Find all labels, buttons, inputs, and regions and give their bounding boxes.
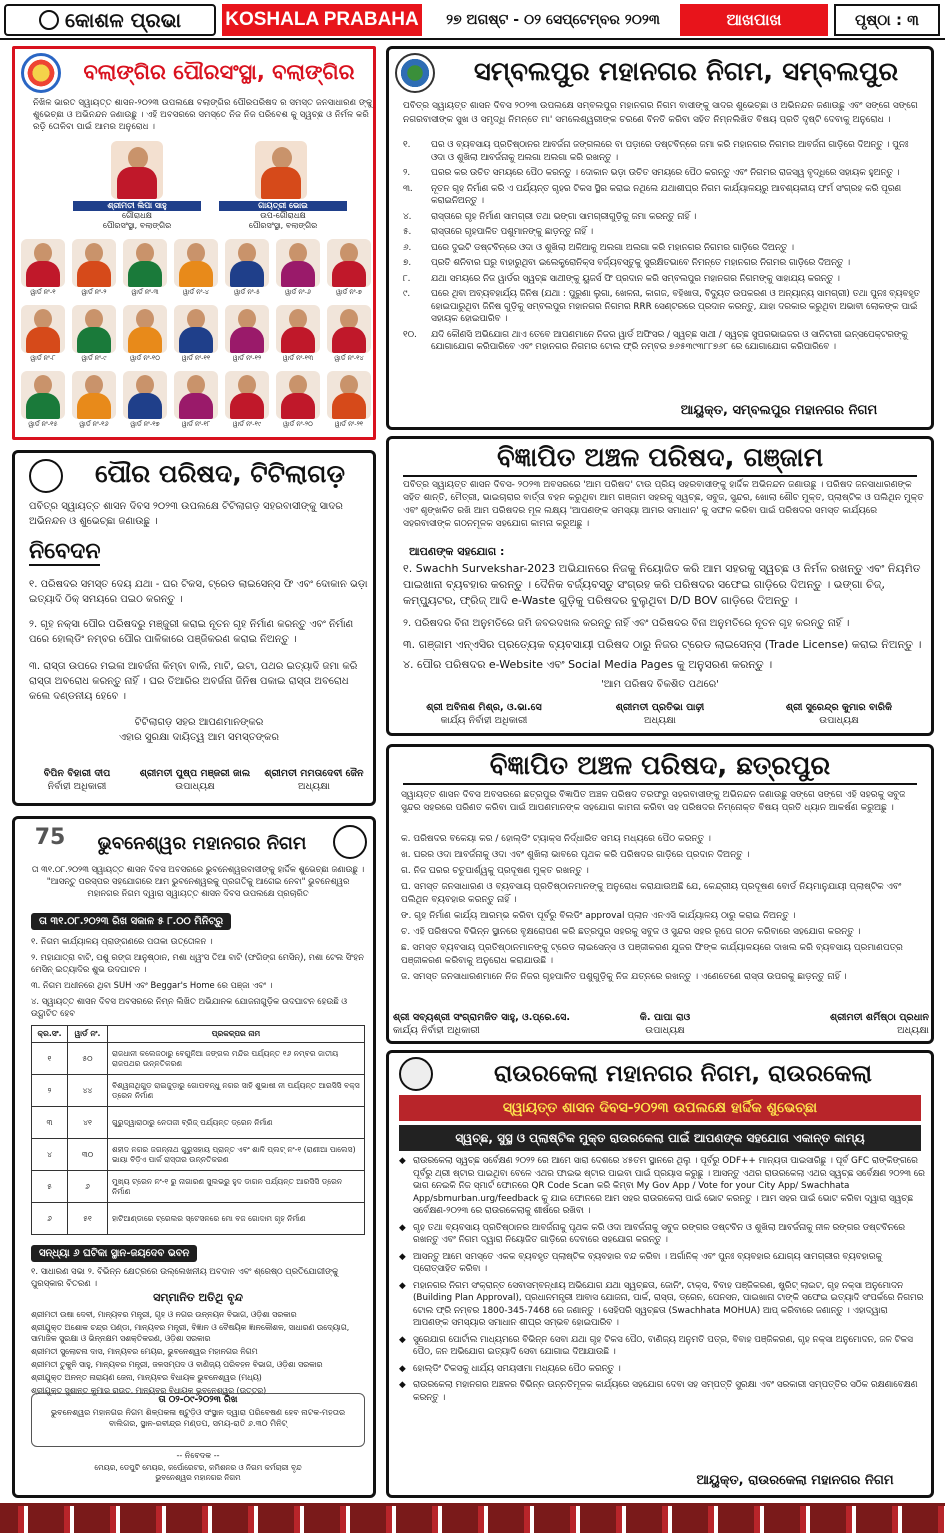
diamond-bullet-icon: ◆ (399, 1363, 406, 1374)
list-item: କ. ପରିଷଦର ବକେୟା କର / ହୋଲ୍ଡିଂ ଟ୍ୟାକ୍ସ ନିର୍ଦ୍ଧାରିତ ସମୟ ମଧ୍ୟରେ ପୈଠ କରନ୍ତୁ । (401, 834, 711, 844)
chhatrapur-points (401, 833, 927, 987)
odia-title: କୋଶଳ ପ୍ରଭା (64, 8, 182, 32)
ganjam-point-2: ୨. ପରିଷଦର ବିନା ଅନୁମତିରେ ଜମି ଜବରଦଖଲ କରନ୍ତୁ ନାହିଁ ଏବଂ ପରିଷଦର ବିନା ଅନୁମତିରେ ନୂତନ ଗୃହ କରନ୍ତୁ ନାହିଁ । (403, 618, 850, 629)
logo-emblem-icon (39, 10, 59, 30)
rourkela-ad (386, 1050, 934, 1498)
councillor-ward: ୱାର୍ଡ ନଂ-୨୧ (334, 420, 364, 428)
table-cell: ୪ (32, 1139, 68, 1171)
rourkela-signature: ଆୟୁକ୍ତ, ରାଉରକେଲା ମହାନଗର ନିଗମ (696, 1473, 894, 1488)
rourkela-banner-2: ସ୍ୱଚ୍ଛ, ସୁସ୍ଥ ଓ ପ୍ଲାଷ୍ଟିକ ମୁକ୍ତ ରାଉରକେଲା ପାଇଁ ଆପଣଙ୍କ ସହଯୋଗ ଏକାନ୍ତ କାମ୍ୟ (399, 1125, 921, 1151)
councillor-photo (21, 239, 65, 287)
signatory-name: କି. ପାପା ରାଓ (639, 1012, 691, 1023)
table-cell: ୪୧ (68, 1107, 108, 1139)
guest-item: ଶ୍ରୀମତୀ ଉଷା ଦେବୀ, ମାନ୍ୟବର ମନ୍ତ୍ରୀ, ଗୃହ ଓ ନଗର ଉନ୍ନୟନ ବିଭାଗ, ଓଡ଼ିଶା ସରକାର (31, 1310, 297, 1319)
sambalpur-title: ସମ୍ବଲପୁର ମହାନଗର ନିଗମ, ସମ୍ବଲପୁର (473, 57, 899, 87)
table-cell: ୫ (32, 1171, 68, 1203)
event3-details: ଭୁବନେଶ୍ୱର ମହାନଗର ନିଗମ ଶିଳ୍ପକଳା ଷ୍ଟୁଡ଼ିଓ ସଂସ୍ଥାନ ଦ୍ୱାରା ପରିବେଷଣ ହେବ ନାଟକ-ମହତାର ବାଲିଗର, ସ୍ଥାନ-ରବୀନ୍ଦ୍ର ମଣ୍ଡପ, ସମୟ-ରାତି ୬.୩୦ ମିନିଟ୍ (50, 1408, 346, 1428)
table-cell: ହାଟିଆଣ୍ଡାରେ ଟ୍ରେଲର ସ୍ଟେସନରେ ମୋ ବଜ ଗୋଦାମ ଗୃହ ନିର୍ମାଣ (108, 1203, 365, 1235)
guest-item: ଶ୍ରୀମତୀ ସୁଲୋଚନା ଦାସ, ମାନ୍ୟବର ମେୟର, ଭୁବନେଶ୍ୱର ମହାନଗର ନିଗମ (31, 1347, 258, 1356)
titilagarh-intro: ପବିତ୍ର ସ୍ୱାୟତ୍ତ ଶାସନ ଦିବସ ୨୦୨୩ ଉପଲକ୍ଷେ ଟିଟିଲାଗଡ଼ ସହରବାସୀଙ୍କୁ ସାଦର ଅଭିନନ୍ଦନ ଓ ଶୁଭେଚ୍ଛା ଜଣାଉଛୁ । (29, 501, 343, 527)
titilagarh-heading: ନିବେଦନ (29, 539, 101, 564)
rmc-emblem-icon (399, 1057, 433, 1091)
issue-date: ୨୭ ଅଗଷ୍ଟ - ୦୨ ସେପ୍ଟେମ୍ବର ୨୦୨୩ (446, 12, 660, 28)
table-cell: ୬ (68, 1171, 108, 1203)
signatory-role: ଉପାଧ୍ୟକ୍ଷ (175, 781, 215, 792)
item-text: ରାସ୍ତାରେ ଗୃହପାଳିତ ପଶୁମାନଙ୍କୁ ଛାଡ଼ନ୍ତୁ ନାହିଁ । (431, 227, 594, 237)
councillor-ward: ୱାର୍ଡ ନଂ-୨୦ (283, 420, 313, 428)
diamond-bullet-icon: ◆ (399, 1251, 406, 1262)
item-text: ଘର ଓ ବ୍ୟବସାୟ ପ୍ରତିଷ୍ଠାନର ଆବର୍ଜନା ଜଙ୍ଗଲରେ ବା ପଡ଼ାରେ ଡଷ୍ଟବିନ୍‌ରେ ଜମା କରି ମହାନଗର ନିଗମର ଆବର୍ଜନା ଗାଡ଼ିରେ ଦିଅନ୍ତୁ । ପୁନଃ ଓଦା ଓ ଶୁଖିଲା ଆବର୍ଜନାକୁ ଅଲଗା ଅଲଗା କରି ରଖନ୍ତୁ । (431, 140, 909, 163)
titilagarh-ad (12, 450, 376, 806)
councillor-ward: ୱାର୍ଡ ନଂ-୧୬ (79, 420, 109, 428)
councillor-ward: ୱାର୍ଡ ନଂ-୧୦ (130, 354, 160, 362)
councillor-ward: ୱାର୍ଡ ନଂ-୧୮ (181, 420, 211, 428)
balangir-title: ବଲାଙ୍ଗିର ପୌରସଂସ୍ଥା, ବଲାଙ୍ଗିର (83, 60, 355, 84)
rourkela-banner-1: ସ୍ୱାୟତ୍ତ ଶାସନ ଦିବସ-୨୦୨୩ ଉପଲକ୍ଷେ ହାର୍ଦ୍ଦିକ ଶୁଭେଚ୍ଛା (399, 1095, 921, 1121)
titilagarh-closing-1: ଟିଟିଲାଗଡ଼ ସହର ଆପଣମାନଙ୍କର (134, 717, 264, 728)
councillor-photo (174, 305, 218, 353)
councillor-ward: ୱାର୍ଡ ନଂ-୪ (183, 288, 209, 296)
councillor-photo (21, 371, 65, 419)
list-item (399, 1363, 925, 1376)
list-item (403, 257, 925, 270)
councillor-ward: ୱାର୍ଡ ନଂ-୧୫ (28, 420, 58, 428)
bhubaneswar-intro: ତା ୩୧.୦୮.୨୦୨୩ ସ୍ୱାୟତ୍ତ ଶାସନ ଦିବସ ଅବସରରେ ଭୁବନେଶ୍ୱରବାସୀଙ୍କୁ ହାର୍ଦ୍ଦିକ ଶୁଭେଚ୍ଛା ଜଣାଉଛୁ । "ଆସନ୍ତୁ ପରସ୍ପର ସହଯୋଗରେ ଆମ ଭୁବନେଶ୍ୱରକୁ ପ୍ରଗତିକୁ ଆଗେଇ ନେବା" ଭୁବନେଶ୍ୱର ମହାନଗର ନିଗମ ଦ୍ୱାରା ସ୍ୱାୟତ୍ତ ଶାସନ ଦିବସ ଉପଲକ୍ଷେ ପ୍ରଚାରିତ (31, 864, 365, 898)
signatory-role: ଉପାଧ୍ୟକ୍ଷ (645, 1025, 685, 1036)
list-item: ଖ. ଘରର ଓଦା ଆବର୍ଜନାକୁ ଓଦା ଏବଂ ଶୁଖିଲା ଭାବରେ ପୃଥକ କରି ପରିଷଦର ଗାଡ଼ିରେ ପ୍ରଦାନ ଦିଅନ୍ତୁ । (401, 850, 750, 860)
ganjam-signatory-2 (575, 701, 745, 727)
anniversary-75-icon: 75 (34, 825, 66, 850)
list-item (399, 1334, 925, 1359)
list-item (403, 273, 925, 286)
item-number: ୮. (403, 273, 411, 284)
guest-item: ଶ୍ରୀଯୁକ୍ତ ଅଶୋକ ଚନ୍ଦ୍ର ପଣ୍ଡା, ମାନ୍ୟବର ମନ୍ତ୍ରୀ, ବିଜ୍ଞାନ ଓ ବୈଷୟିକ ଜ୍ଞାନକୌଶଳ, ସାଧାରଣ ଉଦ୍ୟୋଗ, ସାମାଜିକ ସୁରକ୍ଷା ଓ ଭିନ୍ନକ୍ଷମ ସଶକ୍ତିକରଣ, ଓଡ଼ିଶା ସରକାର (31, 1323, 350, 1343)
list-item (403, 242, 925, 255)
vice-chairperson-role: ଉପ-ଗୌରାଧକ୍ଷ (260, 211, 306, 220)
titilagarh-point-3: ୩. ରାସ୍ତା ଉପରେ ମଇଳା ଆବର୍ଜନା କିମ୍ବା ବାଲି, ମାଟି, ଇଟା, ପଥର ଇତ୍ୟାଦି ଜମା କରି ରାସ୍ତା ଅବରୋଧ କରନ୍ତୁ ନାହିଁ । ଘର ତିଆରିର ଅବର୍ଜନା ଜିନିଷ ପକାଇ ରାସ୍ତା ଅବରୋଧ କଲେ ଦଣ୍ଡନୀୟ ହେବେ । (29, 661, 358, 702)
councillor-ward: ୱାର୍ଡ ନଂ-୧୨ (232, 354, 262, 362)
chairperson-caption (73, 201, 201, 231)
page-number: ପୃଷ୍ଠା : ୩ (834, 4, 940, 36)
titilagarh-signatory-3 (255, 767, 373, 793)
councillor-photo (276, 305, 320, 353)
item-text: ମହାନଗର ନିଗମ ସଂକ୍ରାନ୍ତ ସେବାସମ୍ବନ୍ଧୀୟ ଅଭିଯୋଗ ଯଥା ସ୍ୱଚ୍ଛତା, ଜୋନିଂ, ଟାକ୍ସ, ବିବାହ ପଞ୍ଜିକରଣ, ଷ୍ଟ୍ରିଟ୍ ଲାଇଟ, ଗୃହ ନକ୍ସା ଅନୁମୋଦନ (Building Plan Approval), ପ୍ରଧାନମନ୍ତ୍ରୀ ଆବାସ ଯୋଜନା, ପାର୍କ, ରାସ୍ତା, ଡ୍ରେନ, ପେନସନ, ପାଇଖାନା ଟାଙ୍କି ସଫେଇ ଇତ୍ୟାଦି ସଂପର୍କରେ ନିଗମର ଟୋଲ ଫ୍ରି ନମ୍ବର 1800-345-7468 ରେ ଜଣାନ୍ତୁ । ସେହିପରି ସ୍ୱଚ୍ଛତା (Swachhata MOHUA) ଆପ୍ କରିବାରେ ଜଣାନ୍ତୁ । ଏହାଦ୍ୱାରା ଆପଣଙ୍କ ସମସ୍ୟାର ସମାଧାନ ଶୀଘ୍ର ସମ୍ଭବ ହୋଇପାରିବ । (413, 1280, 924, 1328)
councillor-photo (327, 239, 371, 287)
item-text: ପ୍ରତି ଶନିବାର ଘରୁ ବାହାରୁଥିବା ଇଲେକ୍ଟ୍ରୋନିକ୍ସ ବର୍ଜ୍ୟବସ୍ତୁକୁ ସୁରକ୍ଷିତଭାବେ ନିମନ୍ତେ ମହାନଗର ନିଗମର ଗାଡ଼ିରେ ଦିଅନ୍ତୁ । (431, 258, 851, 268)
table-row (32, 1043, 365, 1075)
councillor-ward: ୱାର୍ଡ ନଂ-୧୧ (181, 354, 211, 362)
item-text: ରାସ୍ତାରେ ଗୃହ ନିର୍ମାଣ ସାମଗ୍ରୀ ତଥା ଭଙ୍ଗା ସାମଗ୍ରୀଗୁଡ଼ିକୁ ଜମା କରନ୍ତୁ ନାହିଁ । (431, 211, 697, 222)
table-cell: ଶହୀଦ ନଗର ଜଗନ୍ନାଥ ଗୁରୁସହାୟ ପ୍ରାନ୍ତ ଏବଂ ଶାଳି ପ୍ଲଟ୍ ନଂ-୧ (ରାଣୀଆ ପାଲେସ) ଭାୟା ବିଡ଼ିଏ ପାର୍କ ରାସ୍ତାର ଉନ୍ନତିକରଣ (108, 1139, 365, 1171)
signatory-role: ନିର୍ବାହୀ ଅଧିକାରୀ (47, 781, 107, 792)
item-text: ଘରେ ଦୁଇଟି ଡଷ୍ଟବିନ୍‌ରେ ଓଦା ଓ ଶୁଖିଲା ଅଳିଆକୁ ଅଲଗା ଅଲଗା କରି ମହାନଗର ନିଗମର ଗାଡ଼ିରେ ଦିଅନ୍ତୁ । (431, 242, 794, 253)
signatory-name: ଶ୍ରୀ ସବ୍ୟଶ୍ରୀ ସଂଗ୍ରାମଜିତ ସାହୁ, ଓ.ପ୍ରେ.ସେ. (393, 1012, 570, 1023)
councillor-ward: ୱାର୍ଡ ନଂ-୧୩ (282, 354, 314, 362)
ganjam-title: ବିଜ୍ଞାପିତ ଅଞ୍ଚଳ ପରିଷଦ, ଗଞ୍ଜାମ (496, 443, 824, 473)
table-cell: ରାଜଧାନୀ କଲେଜଠାରୁ ବେଗୁନିଆ ଜଙ୍ଗଲ ମନ୍ଦିର ପର୍ଯ୍ୟନ୍ତ ୧୬ ନମ୍ବର ଜାତୀୟ ରାଜପଥର ଉନ୍ନତିକରଣ (108, 1043, 365, 1075)
item-number: ୫. (403, 227, 412, 237)
chairperson-role: ଗୌରାଧକ୍ଷ (122, 211, 152, 220)
signatory-name: ଶ୍ରୀମତୀ ପୁଷ୍ପ ମଞ୍ଜରୀ ଜାଲ (139, 768, 251, 779)
table-cell: ବିଶ୍ୱନାଥିଗୁଡ଼ ରାଇଜୁଡ଼ାରୁ ଗୋପବନ୍ଧୁ ନଗର ସାହି ଶୁଭାଷୀ ନୀ ପର୍ଯ୍ୟନ୍ତ ଆରସିସି ବକ୍ସ ଡ୍ରେନ ନିର୍ମାଣ (108, 1075, 365, 1107)
councillor-photo (174, 371, 218, 419)
chhatrapur-ad (386, 744, 934, 1044)
signatory-name: ଶ୍ରୀ ସୁରେନ୍ଦ୍ର କୁମାର ବାରିକି (785, 702, 893, 713)
bhubaneswar-title: ଭୁବନେଶ୍ୱର ମହାନଗର ନିଗମ (97, 833, 307, 854)
list-item (403, 139, 925, 164)
section-name: ଆଖପାଖ (680, 4, 828, 36)
chhatrapur-signatory-3 (749, 1011, 929, 1037)
councillor-ward: ୱାର୍ଡ ନଂ-୧୭ (130, 420, 160, 428)
ganjam-intro: ପବିତ୍ର ସ୍ୱାୟତ୍ତ ଶାସନ ଦିବସ- ୨୦୨୩ ଅବସରରେ 'ଆମ ପରିଷଦ' ଟାଉ ପ୍ରିୟ ସହରବାସୀଙ୍କୁ ହାର୍ଦ୍ଦିକ ଅଭିନନ୍ଦନ ଜଣାଉଛୁ । ପରିଷଦ ଜନସାଧାରଣଙ୍କ ସହିତ ଶାନ୍ତି, ମୈତ୍ରୀ, ଭାଇଚାରାର ବାର୍ତ୍ତା ବହନ କରୁଥିବା ଆମ ଗଞ୍ଜାମ ସହରକୁ ସ୍ୱଚ୍ଛ, ସବୁଜ, ସୁନ୍ଦର, ଖୋଲା ଶୌଚ ମୁକ୍ତ, ପ୍ଲାଷ୍ଟିକ ଓ ପଲିଥିନ ମୁକ୍ତ ଏବଂ ଶୃଙ୍ଖଳିତ ରଖି ଆମ ପରିଷଦର ମୂଳ ଲକ୍ଷ୍ୟ 'ଆପଣଙ୍କ ସମସ୍ୟା ଆମର ସମାଧାନ' କୁ ସଫଳ କରିବା ପାଇଁ ପରିଷଦର ସମସ୍ତ କାର୍ଯ୍ୟରେ ସହରବାସୀଙ୍କ ଗଠନମୂଳକ ସହଯୋଗ କାମନା କରୁଅଛୁ । (403, 480, 924, 529)
list-item (403, 288, 925, 326)
table-cell: ମୁଖ୍ୟ ଟ୍ରେନ ନଂ-୧ ରୁ ନାଗାରଣ ସୁଲଭରୁ ହୁଦ ଡାଗନ ପର୍ଯ୍ୟନ୍ତ ଆରସିସି ଡ୍ରେନ ନିର୍ମାଣ (108, 1171, 365, 1203)
list-item: ଗ. ନିଜ ଘରର ଚତୁପାର୍ଶ୍ୱକୁ ପ୍ରଦୂଷଣ ମୁକ୍ତ ରଖନ୍ତୁ । (401, 866, 589, 876)
diamond-bullet-icon: ◆ (399, 1222, 406, 1233)
vice-chairperson-name: ଗାୟତ୍ରୀ ଭୋଇ (219, 201, 347, 211)
guest-item: ଶ୍ରୀଯୁକ୍ତ ଅନନ୍ତ ନାରାୟଣ ଜେନା, ମାନ୍ୟବର ବିଧାୟକ ଭୁବନେଶ୍ୱର (ମଧ୍ୟ) (31, 1373, 262, 1382)
event2-badge: ସନ୍ଧ୍ୟା ୬ ଘଟିକା ସ୍ଥାନ-ଜୟଦେବ ଭବନ (31, 1245, 197, 1262)
item-text: ନୂତନ ଗୃହ ନିର୍ମାଣ କରି ଏ ପର୍ଯ୍ୟନ୍ତ ଗୃହର ଟିକସ ସ୍ଥିର କରାଇ ନଥିଲେ ଯଥାଶୀଘ୍ର ନିଗମ କାର୍ଯ୍ୟାଳୟରୁ ଆବଶ୍ୟକୀୟ ଫର୍ମ ସଂଗ୍ରହ କରି ପୂରଣ କରାଇନିଅନ୍ତୁ । (431, 183, 902, 206)
title-divider (403, 475, 917, 477)
ganjam-slogan: 'ଆମ ପରିଷଦ ବିକଶିତ ପଥରେ' (601, 679, 719, 690)
list-item: ଚ. ଏହି ପରିଷଦର ବିଭିନ୍ନ ସ୍ଥାନରେ ବୃକ୍ଷରୋପଣ କରି ଛତ୍ରପୁର ସହରକୁ ସବୁଜ ଓ ସୁନ୍ଦର ସହର ରୂପେ ଗଠନ କରିବାରେ ସହଯୋଗ କରନ୍ତୁ । (401, 927, 861, 937)
list-item (403, 329, 925, 354)
guest-item: ଶ୍ରୀଯୁକ୍ତ ସୁଶାନ୍ତ କୁମାର ରାଉତ, ମାନ୍ୟବର ବିଧାୟକ ଭୁବନେଶ୍ୱର (ଉତ୍ତର) (31, 1386, 267, 1395)
councillor-photo (174, 239, 218, 287)
list-item: ଘ. ସମସ୍ତ ଜନସାଧାରଣ ଓ ବ୍ୟବସାୟ ପ୍ରତିଷ୍ଠାନମାନଙ୍କୁ ଅନୁରୋଧ କରାଯାଉଅଛି ଯେ, କେନ୍ଦ୍ରୀୟ ପ୍ରଦୂଷଣ ବୋର୍ଡ ନିୟମାନୁଯାୟୀ ପ୍ଲାଷ୍ଟିକ ଏବଂ ପଲିଥିନ ବ୍ୟବହାର କରନ୍ତୁ ନାହିଁ । (401, 882, 902, 905)
masthead (0, 0, 945, 40)
table-cell: ୫୦ (68, 1043, 108, 1075)
chairperson-org: ପୌରସଂସ୍ଥା, ବଲାଙ୍ଗିର (102, 221, 172, 230)
item-text: ରାଉରକେଲା ମହାନଗର ଅଞ୍ଚଳର ବିଭିନ୍ନ ଉନ୍ନତିମୂଳକ କାର୍ଯ୍ୟରେ ସହଯୋଗ ଦେବା ସହ ସମ୍ପତ୍ତି ସୁରକ୍ଷା ଏବଂ ସରକାରୀ ସମ୍ପତ୍ତିର ସଠିକ ରକ୍ଷଣାବେକ୍ଷଣ କରନ୍ତୁ । (413, 1380, 918, 1403)
table-row (32, 1171, 365, 1203)
municipality-seal-icon (29, 459, 63, 493)
table-row (32, 1139, 365, 1171)
councillor-ward: ୱାର୍ଡ ନଂ-୧ (30, 288, 56, 296)
councillor-photo (327, 305, 371, 353)
titilagarh-signatory-1 (19, 767, 135, 793)
councillor-photo (123, 305, 167, 353)
councillor-ward: ୱାର୍ଡ ନଂ-୧୯ (232, 420, 262, 428)
event1-point-1: ୧. ନିଗମ କାର୍ଯ୍ୟାଳୟ ପ୍ରାଙ୍ଗଣରେ ପତାକା ଉତ୍ତୋଳନ । (31, 936, 213, 946)
councillor-ward: ୱାର୍ଡ ନଂ-୩ (131, 288, 159, 296)
balangir-intro: ନିଖିଳ ଭାରତ ସ୍ୱାୟତ୍ତ ଶାସନ-୨୦୨୩ ଉପଲକ୍ଷେ ବଲାଙ୍ଗିର ପୌରପରିଷଦ ର ସମସ୍ତ ଜନସାଧାରଣ ଙ୍କୁ ଶୁଭେଚ୍ଛା ଓ ଅଭିନନ୍ଦନ ଜଣାଉଛୁ । ଏହି ଅବସରରେ ସମସ୍ତେ ନିଜ ନିଜ ପରିବେଶ କୁ ସ୍ୱଚ୍ଛ ଓ ନିର୍ମଳ କରି ରଡ଼ି ତୋଳିବା ପାଇଁ ଆମର ଅନୁରୋଧ । (33, 98, 373, 132)
sambalpur-ad (386, 46, 934, 430)
decorative-footer-border (0, 1503, 945, 1533)
list-item (403, 226, 925, 239)
item-number: ୪. (403, 211, 412, 222)
english-title: KOSHALA PRABAHA (222, 4, 422, 36)
table-row (32, 1203, 365, 1235)
table-cell: ୩ (32, 1107, 68, 1139)
signatory-role: ଅଧ୍ୟକ୍ଷା (897, 1025, 929, 1036)
diamond-bullet-icon: ◆ (399, 1280, 406, 1291)
list-item (399, 1222, 925, 1247)
councillor-photo (72, 371, 116, 419)
ganjam-point-4: ୪. ପୌର ପରିଷଦର e-Website ଏବଂ Social Media Pages କୁ ଅନୁସରଣ କରନ୍ତୁ । (403, 658, 773, 671)
councillor-photo (327, 371, 371, 419)
councillor-photo (225, 371, 269, 419)
item-number: ୯. (403, 289, 411, 299)
titilagarh-signatory-2 (135, 767, 255, 793)
bhubaneswar-ad (12, 816, 376, 1498)
titilagarh-point-1: ୧. ପରିଷଦର ସମସ୍ତ ଦେୟ ଯଥା - ଘର ଟିକସ, ଟ୍ରେଡ ଲାଇସେନ୍ସ ଫି ଏବଂ ଦୋକାନ ଭଡ଼ା ଇତ୍ୟାଦି ଠିକ୍ ସମୟରେ ପଇଠ କରନ୍ତୁ । (29, 579, 368, 605)
list-item: ଜ. ସମସ୍ତ ଜନସାଧାରଣମାନେ ନିଜ ନିଜର ଗୃହପାଳିତ ପଶୁଗୁଡ଼ିକୁ ନିଜ ଯତ୍ନରେ ରଖନ୍ତୁ । ଏଣେତେଣେ ରାସ୍ତା ଉପରକୁ ଛାଡ଼ନ୍ତୁ ନାହିଁ । (401, 972, 847, 982)
councillor-photo (72, 239, 116, 287)
item-number: ୭. (403, 258, 412, 268)
list-item (399, 1280, 925, 1330)
sambalpur-points (403, 139, 925, 357)
councillor-photo (21, 305, 65, 353)
balangir-ad (12, 46, 376, 440)
ganjam-ad (386, 436, 934, 736)
item-number: ୩. (403, 183, 413, 194)
bmc-emblem-icon (333, 825, 367, 859)
event1-badge: ତା ୩୧.୦୮.୨୦୨୩ ରିଖ ସକାଳ ୫ ୮.୦୦ ମିନିଟ୍‌ରୁ (31, 913, 231, 930)
item-text: ହୋଲ୍ଡିଂ ଟିକସକୁ ଧାର୍ଯ୍ୟ ସମୟସୀମା ମଧ୍ୟରେ ପୈଠ କରନ୍ତୁ । (413, 1363, 621, 1374)
vice-chairperson-photo (255, 141, 307, 199)
councillor-ward: ୱାର୍ଡ ନଂ-୫ (234, 288, 260, 296)
list-item (399, 1251, 925, 1276)
councillor-photo (276, 371, 320, 419)
titilagarh-point-2: ୨. ଗୃହ ନକ୍ସା ପୌର ପରିଷଦରୁ ମଞ୍ଜୁରୀ କରାଇ ନୂତନ ଗୃହ ନିର୍ମାଣ କରନ୍ତୁ ଏବଂ ନିର୍ମାଣ ପରେ ହୋଲ୍ଡିଂ ନମ୍ବର ପୌର ପାଳିକାରେ ପଞ୍ଜିକରଣ କରାଇ ନିଅନ୍ତୁ । (29, 619, 354, 645)
bmc-closing: ମେୟର, ଡେପୁଟି ମେୟର, କର୍ପୋରେଟର, କମିଶନର ଓ ନିଗମ କର୍ମଚାରୀ ବୃନ୍ଦ ଭୁବନେଶ୍ୱର ମହାନଗର ନିଗମ (94, 1463, 302, 1482)
list-item (403, 167, 925, 180)
diamond-bullet-icon: ◆ (399, 1334, 406, 1345)
sambalpur-signature: ଆୟୁକ୍ତ, ସମ୍ବଲପୁର ମହାନଗର ନିଗମ (680, 403, 878, 418)
table-cell: ୬ (32, 1203, 68, 1235)
councillor-photo (123, 371, 167, 419)
titilagarh-closing-2: ଏହାର ସୁରକ୍ଷା ଦାୟିତ୍ୱ ଆମ ସମସ୍ତଙ୍କର (118, 732, 280, 743)
councillor-ward: ୱାର୍ଡ ନଂ-୬ (285, 288, 311, 296)
ganjam-signatory-1 (399, 701, 569, 727)
table-header: କ୍ର.ସଂ. (32, 1026, 68, 1043)
councillor-ward: ୱାର୍ଡ ନଂ-୮ (30, 354, 56, 362)
signatory-name: ଶ୍ରୀମତୀ ପ୍ରତିଭା ପାଢ଼ୀ (615, 702, 705, 713)
municipality-emblem-icon (21, 53, 61, 93)
item-text: ଯଦି କୌଣସି ଅଭିଯୋଗ ଥାଏ ତେବେ ଆପଣମାନେ ନିଜର ୱାର୍ଡ ଅଫିସର / ସ୍ୱଚ୍ଛ ସାଥୀ / ସ୍ୱଚ୍ଛ ସୁପରଭାଇଜର ଓ ସାନିଟାରୀ ଇନ୍‌ସପେକ୍ଟରଙ୍କୁ ଯୋଗାଯୋଗ କରିପାରିବେ ଏବଂ ମହାନଗର ନିଗମର ଟୋଲ ଫ୍ରି ନମ୍ବର ୭୬୫୩୯୩୮୮୭୬୮ ରେ ଯୋଗାଯୋଗ କରିପାରିବେ । (431, 329, 908, 352)
signatory-name: ଶ୍ରୀ ଅବିନାଶ ମିଶ୍ର, ଓ.ଭା.ସେ (426, 702, 542, 713)
item-number: ୧୦. (403, 329, 417, 340)
chhatrapur-signatory-2 (605, 1011, 725, 1037)
table-cell: ୫୧ (68, 1203, 108, 1235)
item-text: ଗୃହ ତଥା ବ୍ୟବସାୟ ପ୍ରତିଷ୍ଠାନର ଆବର୍ଜନାକୁ ପୃଥକ କରି ଓଦା ଆବର୍ଜନାକୁ ସବୁଜ ରଙ୍ଗର ଡଷ୍ଟବିନ ଓ ଶୁଖିଲା ଆବର୍ଜନାକୁ ନୀଳ ରଙ୍ଗର ଡଷ୍ଟବିନରେ ରଖନ୍ତୁ ଏବଂ ନିଗମ ଦ୍ୱାରା ନିୟୋଜିତ ଗାଡ଼ିରେ ଦେବାରେ ସହଯୋଗ କରନ୍ତୁ । (413, 1222, 905, 1245)
signatory-role: କାର୍ଯ୍ୟ ନିର୍ବାହୀ ଅଧିକାରୀ (393, 1025, 480, 1036)
event2-point: ୧. ସାଧାରଣ ସଭା ୨. ବିଭିନ୍ନ କ୍ଷେତ୍ରରେ ଉଲ୍ଲେଖନୀୟ ଅବଦାନ ଏବଂ ଶ୍ରେଷ୍ଠ ପ୍ରତିଯୋଗୀଙ୍କୁ ପୁରସ୍କାର ବିତରଣ । (31, 1266, 339, 1288)
signatory-role: ଅଧ୍ୟକ୍ଷା (298, 781, 330, 792)
councillor-ward: ୱାର୍ଡ ନଂ-୨ (81, 288, 107, 296)
councillor-ward: ୱାର୍ଡ ନଂ-୧୪ (334, 354, 364, 362)
list-item: ଙ. ଗୃହ ନିର୍ମାଣ କାର୍ଯ୍ୟ ଆରମ୍ଭ କରିବା ପୂର୍ବରୁ ବିଲଡିଂ approval ପ୍ଲାନ ଏନଏସି କାର୍ଯ୍ୟାଳୟ ଠାରୁ କରାଇ ନିଅନ୍ତୁ । (401, 911, 796, 921)
bmc-closing-label: -- ନିବେଦକ -- (176, 1451, 220, 1460)
ganjam-subheading: ଆପଣଙ୍କ ସହଯୋଗ : (409, 545, 505, 558)
guests-title: ସମ୍ମାନିତ ଅତିଥି ବୃନ୍ଦ (153, 1291, 243, 1304)
smc-emblem-icon (395, 53, 435, 93)
table-row (32, 1075, 365, 1107)
chhatrapur-title: ବିଜ୍ଞାପିତ ଅଞ୍ଚଳ ପରିଷଦ, ଛତ୍ରପୁର (489, 751, 831, 781)
event1-point-4: ୪. ସ୍ୱାୟତ୍ତ ଶାସନ ଦିବସ ଅବସରରେ ନିମ୍ନ ଲିଖିତ ଅଭିଯାନକ ଯୋଜନାଗୁଡ଼ିକ ଉଦଘାଟନ ହେଉଛି ଓ ଉଦ୍ଘାଟିତ ହେବ (31, 996, 348, 1018)
signatory-name: ବିପିନ ବିହାରୀ ଦୀପ (43, 768, 111, 779)
signatory-name: ଶ୍ରୀମତୀ ମମତାଦେବୀ ଜୈନ (264, 768, 364, 779)
item-text: ଯଥା ସମୟରେ ନିଜ ୱାର୍ଡର ସ୍ୱଚ୍ଛ ସାଥୀଙ୍କୁ ୟୁଜର୍ସ ଫି ପ୍ରଦାନ କରି ସମ୍ବଲପୁର ମହାନଗର ନିଗମଙ୍କୁ ସାହାଯ୍ୟ କରନ୍ତୁ । (431, 273, 840, 284)
list-item: ଛ. ସମସ୍ତ ବ୍ୟବସାୟ ପ୍ରତିଷ୍ଠାନମାନଙ୍କୁ ଟ୍ରେଡ ଲାଇସେନ୍ସ ଓ ପଞ୍ଜୀକରଣ ଯୁଜର ଫିଙ୍କ କାର୍ଯ୍ୟାଳୟରେ ଦାଖଲ କରି ବ୍ୟବସାୟ ପ୍ରମାଣପତ୍ର ପଞ୍ଜୀକରଣ କରିବାକୁ ଅନୁରୋଧ କରାଯାଉଛି । (401, 943, 903, 966)
chhatrapur-intro: ସ୍ୱାୟତ୍ତ ଶାସନ ଦିବସ ଅବସରରେ ଛତ୍ରପୁର ବିଜ୍ଞାପିତ ଅଞ୍ଚଳ ପରିଷଦ ତରଫରୁ ସହରବାସୀଙ୍କୁ ଅଭିନନ୍ଦନ ଜଣାଉଛୁ ସଙ୍ଗେ ସଙ୍ଗେ ଏହି ସହରକୁ ସବୁଜ ସୁନ୍ଦର ସହରରେ ପରିଣତ କରିବା ପାଇଁ ଆପଣମାନଙ୍କ ସହଯୋଗ କାମନା କରିବା ସହ ପରିଷଦର ନିମ୍ନୋକ୍ତ ବିଷୟ ପ୍ରତି ଧ୍ୟାନ ଆକର୍ଷଣ କରୁଅଛୁ । (401, 790, 906, 813)
projects-table (31, 1025, 365, 1235)
rourkela-points (399, 1155, 925, 1408)
vice-chairperson-caption (219, 201, 347, 231)
chairperson-name: ଶ୍ରୀମତୀ ଲିପା ସାହୁ (73, 201, 201, 211)
councillor-photo (123, 239, 167, 287)
item-number: ୬. (403, 242, 412, 253)
diamond-bullet-icon: ◆ (399, 1156, 406, 1166)
table-cell: ୨ (32, 1075, 68, 1107)
event3-box (31, 1393, 365, 1447)
list-item (399, 1155, 925, 1218)
item-text: ଘରେ ଥିବା ଅବ୍ୟବହାର୍ଯ୍ୟ ଜିନିଷ (ଯଥା : ପୁରୁଣା ଲୁଗା, ଖେଳନା, କାଗଜ, ବହିଖାତା, ବିଦ୍ୟୁତ ଉପକରଣ ଓ ଅନ୍ୟାନ୍ୟ ସାମଗ୍ରୀ) ତଥା ପୁନଃ ବ୍ୟବହୃତ ହୋଇପାରୁଥିବା ଜିନିଷ ଗୁଡ଼ିକୁ ସମ୍ବଲପୁର ମହାନଗର ନିଗମର RRR ସେଣ୍ଟରରେ ପ୍ରଦାନ କରନ୍ତୁ, ଯାହା ଦରକାର କରୁଥିବା ଅଭାବୀ ଲୋକଙ୍କ ପାଇଁ ସହାୟକ ହୋଇପାରିବ । (431, 289, 920, 324)
chairperson-photo (111, 141, 163, 199)
title-divider (403, 783, 917, 785)
list-item (399, 1379, 925, 1404)
item-text: ଘରର କର ଉଚିତ ସମୟରେ ପୈଠ କରନ୍ତୁ । ଦୋକାନ ଭଡ଼ା ଉଚିତ ସମୟରେ ପୈଠ କରନ୍ତୁ ଏବଂ ନିଗମର ରାଜସ୍ୱ ବୃଦ୍ଧିରେ ସହାୟକ ହୁଅନ୍ତୁ । (431, 168, 900, 178)
guest-list (31, 1309, 365, 1398)
ganjam-signatory-3 (751, 701, 927, 727)
table-header: ପ୍ରକଳ୍ପର ନାମ (108, 1026, 365, 1043)
item-text: ରାଉରକେଲା ସ୍ୱଚ୍ଛ ସର୍ବେକ୍ଷଣ ୨୦୨୨ ରେ ଆମେ ସାରା ଦେଶରେ ୪୫ତମ ସ୍ଥାନରେ ଥିଲୁ । ପୂର୍ବରୁ ODF++ ମାନ୍ୟତା ପାଇସାରିଛୁ । ପୂର୍ବ GFC ରାଙ୍କିଙ୍ଗରେ ପୂର୍ବରୁ ଥ୍ରୀ ଷ୍ଟାର ପାଇଥିବା ବେଳେ ଏଥର ଫାଇଭ ଷ୍ଟାର ପାଇବା ପାଇଁ ପ୍ରୟାସ କରୁଛୁ । ଆସନ୍ତୁ ଏଥର ରାଉରକେଲା ଏଥର ସ୍ୱଚ୍ଛ ସର୍ବେକ୍ଷଣ ୨୦୨୩ ରେ ଭାଗ ନେଇକି ନିଜ ସ୍ମାର୍ଟ ଫୋନରେ QR Code Scan କରି କିମ୍ବା My Gov App / Vote for your City App/ Swachhata App/sbmurban.urg/feedback କୁ ଯାଇ ଫୋନରେ ଆମ ସହର ରାଉରକେଲା ପାଇଁ ଭୋଟ କରନ୍ତୁ । ଆମ ସହର ପାଇଁ ଭୋଟ କରିବା ଦ୍ୱାରା ସ୍ୱଚ୍ଛ ସର୍ବେକ୍ଷଣ-୨୦୨୩ ରେ ରାଉରକେଲାକୁ ଶୀର୍ଷରେ ରଖିବା । (413, 1156, 925, 1216)
item-number: ୧. (403, 140, 411, 150)
event1-point-2: ୨. ମହାଯାତ୍ରା ବାଟି, ପଶୁ ରଙ୍ଗ ଆନୁଷ୍ଠାନ, ମଶା ଧ୍ୱଂସ ତିଆ ବାଟି (ଫଗିଙ୍ଗ ମେସିନ୍), ମଶା ଟେଲ ସିଂହନ ମେସିନ୍ ଇତ୍ୟାଦିର ଶୁଭ ଉଦଘାଟନ । (31, 952, 364, 974)
event3-title: ତା ୦୨-୦୯-୨୦୨୩ ରିଖ (158, 1395, 238, 1405)
table-cell: ୩୦ (68, 1139, 108, 1171)
chhatrapur-signatory-1 (393, 1011, 593, 1037)
table-cell: ଗୁରୁଦ୍ୱାରାଠାରୁ ନେତାଜୀ ବ୍ରିଜ୍ ପର୍ଯ୍ୟନ୍ତ ଡ୍ରେନ ନିର୍ମାଣ (108, 1107, 365, 1139)
rourkela-title: ରାଉରକେଲା ମହାନଗର ନିଗମ, ରାଉରକେଲା (494, 1061, 872, 1087)
councillor-photo (225, 239, 269, 287)
councillor-photo (276, 239, 320, 287)
list-item (403, 211, 925, 224)
titilagarh-title: ପୌର ପରିଷଦ, ଟିଟିଲାଗଡ଼ (95, 459, 345, 488)
sambalpur-intro: ପବିତ୍ର ସ୍ୱାୟତ୍ତ ଶାସନ ଦିବସ ୨୦୨୩ ଉପଲକ୍ଷେ ସମ୍ବଲପୁର ମହାନଗର ନିଗମ ବାସୀଙ୍କୁ ସାଦର ଶୁଭେଚ୍ଛା ଓ ଅଭିନନ୍ଦନ ଜଣାଉଛୁ ଏବଂ ସଙ୍ଗେ ସଙ୍ଗେ ନଗରବାସୀଙ୍କ ସୁଖ ଓ ସମୃଦ୍ଧି ନିମନ୍ତେ ମା' ସମଲେଶ୍ୱରୀଙ୍କ ଚରଣେ ବିନତି କରିବା ସହିତ ନିମ୍ନଲିଖିତ ବିଷୟ ପ୍ରତି ଦୃଷ୍ଟି ଦେବାକୁ ଅନୁରୋଧ । (403, 101, 918, 125)
signatory-role: ଉପାଧ୍ୟକ୍ଷ (819, 715, 859, 726)
diamond-bullet-icon: ◆ (399, 1380, 406, 1390)
signatory-role: ଅଧ୍ୟକ୍ଷା (644, 715, 676, 726)
councillor-ward: ୱାର୍ଡ ନଂ-୭ (336, 288, 362, 296)
item-number: ୨. (403, 168, 411, 178)
item-text: ଆସନ୍ତୁ ଆମେ ସମସ୍ତେ ଏକକ ବ୍ୟବହୃତ ପ୍ଲାଷ୍ଟିକ ବ୍ୟବହାର ବନ୍ଦ କରିବା । ଅର୍ଗାନିକ୍ ଏବଂ ପୁନଃ ବ୍ୟବହାର ଯୋଗ୍ୟ ସାମଗ୍ରୀର ବ୍ୟବହାରକୁ ପ୍ରୋତ୍ସାହିତ କରିବା । (413, 1251, 882, 1274)
councillor-photo (225, 305, 269, 353)
signatory-role: କାର୍ଯ୍ୟ ନିର୍ବାହୀ ଅଧିକାରୀ (440, 715, 528, 726)
table-header: ୱାର୍ଡ ନଂ. (68, 1026, 108, 1043)
ganjam-point-3: ୩. ଗଞ୍ଜାମ ଏନ୍‌ଏସିର ପ୍ରତ୍ୟେକ ବ୍ୟବସାୟୀ ପରିଷଦ ଠାରୁ ନିଜର ଟ୍ରେଡ ଲାଇସେନ୍ସ (Trade License) କରାଇ ନିଅନ୍ତୁ । (403, 638, 922, 651)
event1-point-3: ୩. ନିଗମ ଅଧୀନରେ ଥିବା SUH ଏବଂ Beggar's Home ରେ ପଞ୍ଜା ଏବଂ । (31, 980, 273, 990)
table-row (32, 1107, 365, 1139)
table-cell: ୪୪ (68, 1075, 108, 1107)
list-item (403, 183, 925, 208)
signatory-name: ଶ୍ରୀମତୀ ଶର୍ମିଷ୍ଠା ପ୍ରଧାନ (829, 1012, 929, 1023)
newspaper-logo (4, 4, 216, 36)
item-text: ସୁରେଯାଗ ପୋର୍ଟାଲ ମାଧ୍ୟମରେ ବିଭିନ୍ନ ସେବା ଯଥା ଗୃହ ଟିକସ ପୈଠ, ବାଣିଜ୍ୟ ଅନୁମତି ପତ୍ର, ବିବାହ ପଞ୍ଜିକରଣ, ଗୃହ ନକ୍ସା ଅନୁମୋଦନ, ଜଳ ଟିକସ ପୈଠ, ଜନ ଅଭିଯୋଗ ଇତ୍ୟାଦି ସେବା ଯୋଗାଇ ଦିଆଯାଉଛି । (413, 1334, 913, 1357)
table-cell: ୧ (32, 1043, 68, 1075)
guest-item: ଶ୍ରୀମତୀ ତୁକୁନି ସାହୁ, ମାନ୍ୟବର ମନ୍ତ୍ରୀ, ଜଳସମ୍ପଦ ଓ ବାଣିଜ୍ୟ ପରିବହନ ବିଭାଗ, ଓଡ଼ିଶା ସରକାର (31, 1360, 323, 1369)
vice-chairperson-org: ପୌରସଂସ୍ଥା, ବଲାଙ୍ଗିର (248, 221, 318, 230)
ganjam-point-1: ୧. Swachh Survekshar-2023 ଅଭିଯାନରେ ନିଜକୁ ନିୟୋଜିତ କରି ଆମ ସହରକୁ ସ୍ୱଚ୍ଛ ଓ ନିର୍ମଳ ରଖନ୍ତୁ ଏବଂ ନିୟମିତ ପାଇଖାନା ବ୍ୟବହାର କରନ୍ତୁ । ଦୈନିକ ବର୍ଜ୍ୟବସ୍ତୁ ସଂଗ୍ରହ କରି ପରିଷଦର ସଫେଇ ଗାଡ଼ିରେ ଦିଅନ୍ତୁ । ଭଙ୍ଗା ଚିଜ୍, କମ୍ପ୍ୟୁଟର, ଫ୍ରିଜ୍ ଆଦି e-Waste ଗୁଡ଼ିକୁ ପରିଷଦର ବୁଲୁଥିବା D/D BOV ଗାଡ଼ିରେ ଦିଅନ୍ତୁ । (403, 562, 921, 607)
councillor-ward: ୱାର୍ଡ ନଂ-୯ (81, 354, 107, 362)
councillor-photo (72, 305, 116, 353)
